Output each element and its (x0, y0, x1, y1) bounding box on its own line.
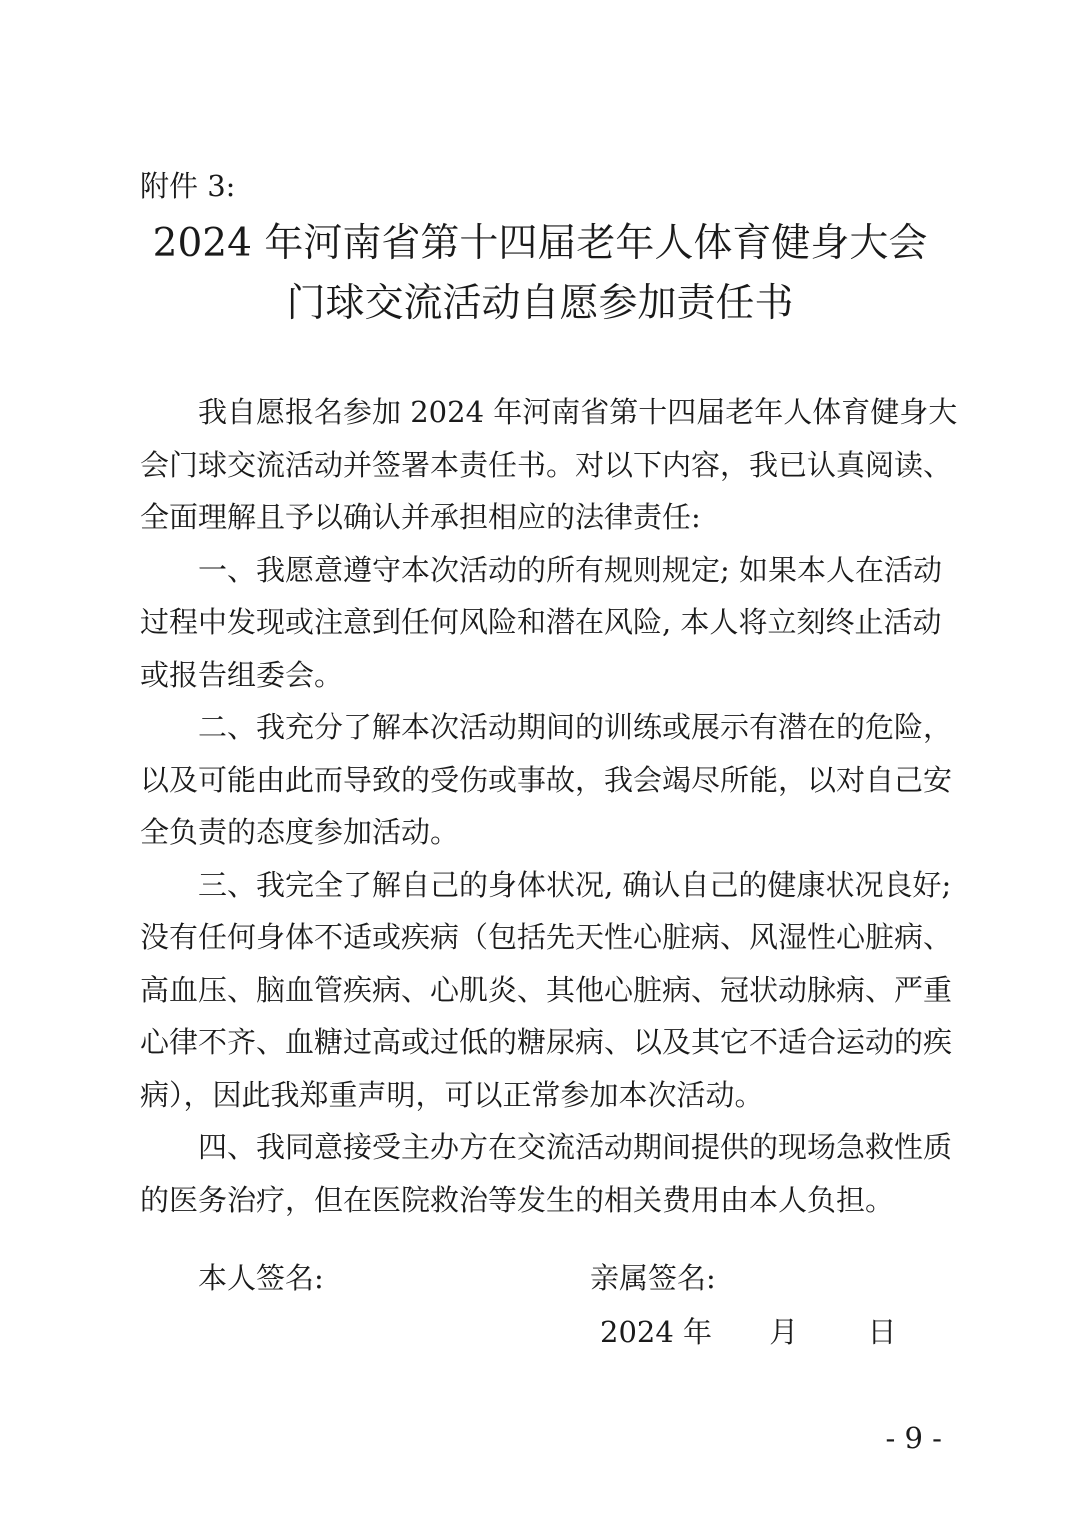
paragraph-line: 二、我充分了解本次活动期间的训练或展示有潜在的危险， (198, 710, 953, 744)
signature-date (600, 1312, 897, 1352)
paragraph-clause-1 (140, 544, 940, 702)
paragraph-clause-4 (140, 1121, 953, 1226)
paragraph-line: 我自愿报名参加 2024 年河南省第十四届老年人体育健身大 (198, 395, 958, 429)
date-month: 月 (769, 1315, 799, 1349)
paragraph-line: 三、我完全了解自己的身体状况, 确认自己的健康状况良好; (198, 867, 952, 902)
paragraph-line: 四、我同意接受主办方在交流活动期间提供的现场急救性质 (198, 1130, 953, 1164)
date-day: 日 (867, 1315, 897, 1349)
document-body (140, 386, 958, 1226)
self-signature-label: 本人签名: (198, 1261, 324, 1295)
title-line-1: 2024 年河南省第十四届老年人体育健身大会 (152, 221, 928, 266)
paragraph-line: 或报告组委会。 (140, 657, 344, 692)
paragraph-line: 全负责的态度参加活动。 (140, 815, 460, 849)
attachment-label: 附件 3: (140, 169, 236, 203)
document-title (100, 214, 980, 334)
paragraph-line: 病），因此我郑重声明，可以正常参加本次活动。 (140, 1077, 764, 1112)
paragraph-line: 以及可能由此而导致的受伤或事故，我会竭尽所能，以对自己安 (140, 762, 953, 797)
date-year: 2024 年 (600, 1315, 713, 1349)
paragraph-clause-2 (140, 701, 953, 859)
paragraph-line: 心律不齐、血糖过高或过低的糖尿病、以及其它不适合运动的疾 (140, 1025, 953, 1059)
paragraph-line: 没有任何身体不适或疾病（包括先天性心脏病、风湿性心脏病、 (140, 920, 953, 954)
paragraph-line: 的医务治疗，但在医院救治等发生的相关费用由本人负担。 (140, 1182, 895, 1217)
paragraph-intro (140, 386, 958, 544)
relative-signature-label: 亲属签名: (590, 1261, 716, 1295)
paragraph-line: 会门球交流活动并签署本责任书。对以下内容，我已认真阅读、 (140, 447, 953, 482)
paragraph-line: 过程中发现或注意到任何风险和潜在风险, 本人将立刻终止活动 (140, 605, 942, 639)
paragraph-line: 全面理解且予以确认并承担相应的法律责任: (140, 500, 701, 534)
paragraph-clause-3 (140, 859, 953, 1122)
title-line-2: 门球交流活动自愿参加责任书 (286, 281, 794, 326)
paragraph-line: 一、我愿意遵守本次活动的所有规则规定; 如果本人在活动 (198, 552, 942, 587)
paragraph-line: 高血压、脑血管疾病、心肌炎、其他心脏病、冠状动脉病、严重 (140, 972, 953, 1007)
page-number: - 9 - (885, 1421, 942, 1455)
